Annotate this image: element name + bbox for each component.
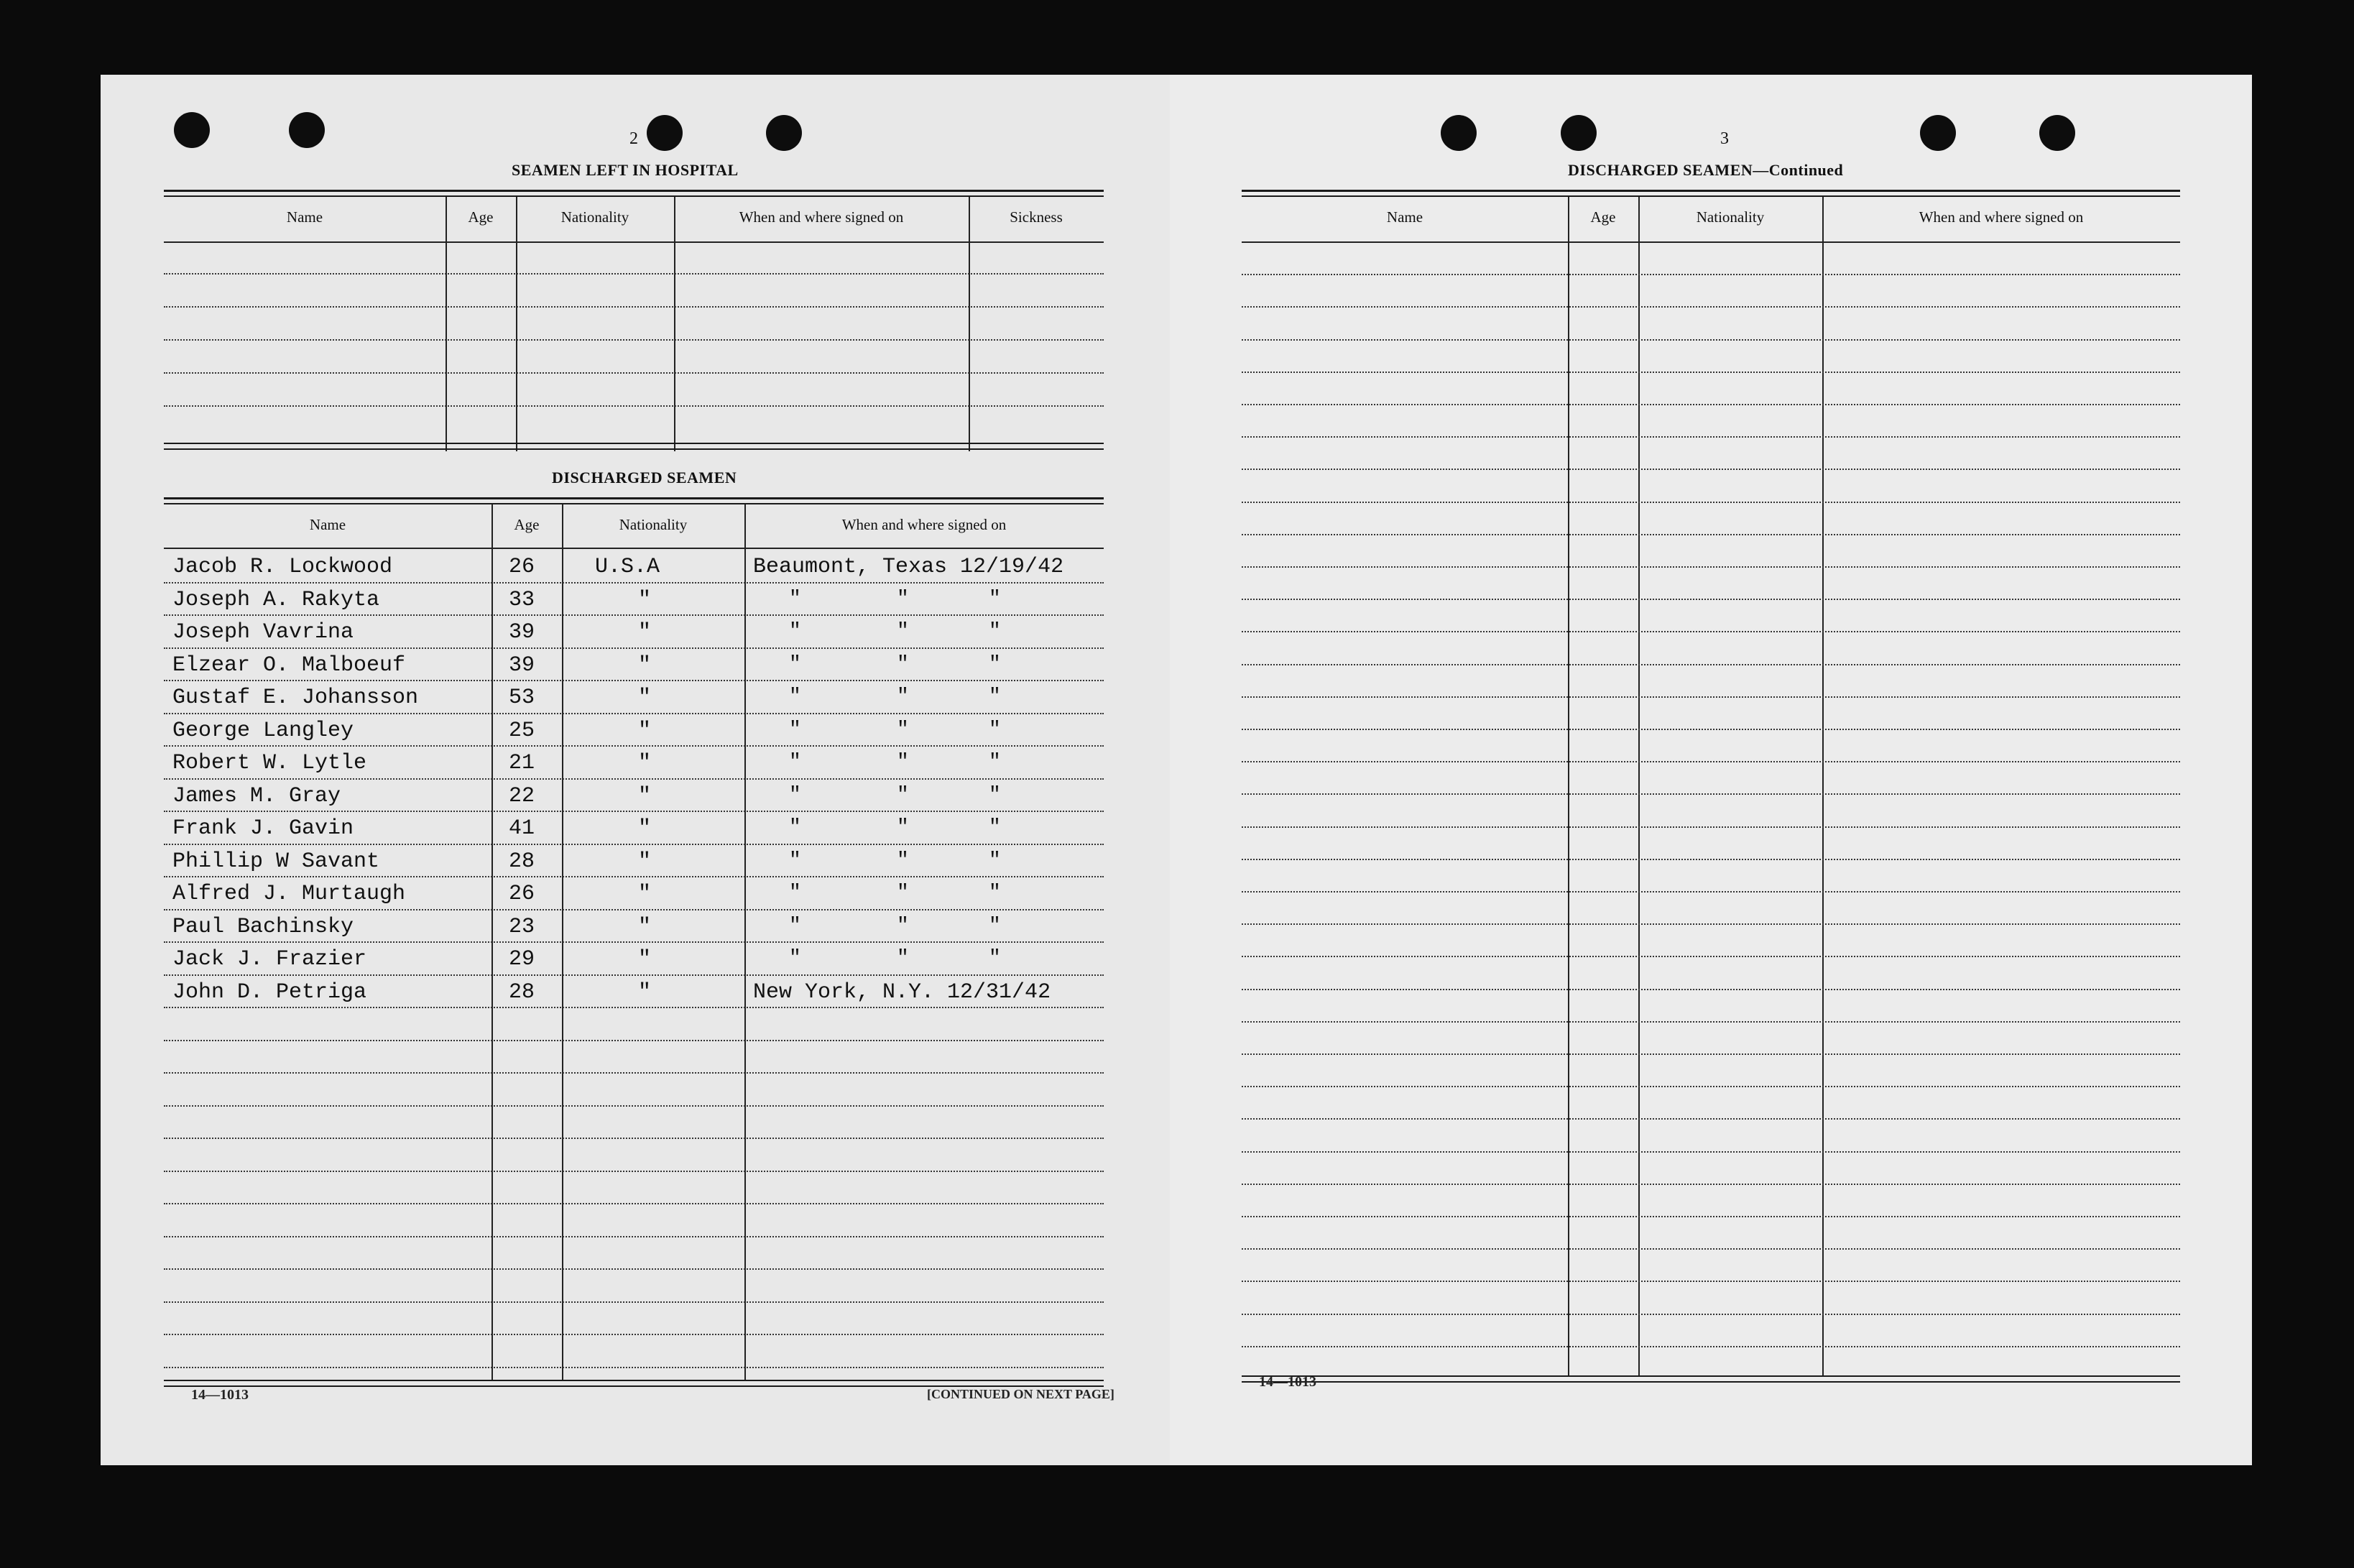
row-rule bbox=[1242, 502, 2180, 503]
row-rule bbox=[1242, 306, 2180, 308]
header-nationality: Nationality bbox=[619, 516, 688, 533]
row-rule bbox=[164, 1040, 1104, 1041]
row-rule bbox=[164, 1007, 1104, 1008]
row-rule bbox=[1242, 1086, 2180, 1087]
row-rule bbox=[1242, 696, 2180, 698]
ditto-mark: " bbox=[989, 718, 1001, 741]
row-rule bbox=[1242, 599, 2180, 600]
row-rule bbox=[1242, 1216, 2180, 1217]
ditto-mark: " bbox=[897, 849, 909, 872]
row-rule bbox=[1242, 404, 2180, 405]
seaman-nationality: " bbox=[638, 783, 652, 808]
ditto-mark: " bbox=[789, 620, 801, 642]
punch-hole bbox=[174, 112, 210, 148]
ditto-mark: " bbox=[897, 947, 909, 969]
header-sickness: Sickness bbox=[1010, 208, 1063, 226]
ditto-mark: " bbox=[789, 751, 801, 773]
row-rule bbox=[1242, 436, 2180, 438]
seaman-age: 22 bbox=[509, 783, 535, 808]
discharged-continued-title: DISCHARGED SEAMEN—Continued bbox=[1568, 161, 1844, 179]
seaman-name: John D. Petriga bbox=[172, 979, 367, 1005]
row-rule bbox=[164, 811, 1104, 812]
ditto-mark: " bbox=[897, 751, 909, 773]
seaman-name: Paul Bachinsky bbox=[172, 914, 354, 939]
punch-hole bbox=[289, 112, 325, 148]
ditto-mark: " bbox=[789, 882, 801, 904]
seaman-age: 26 bbox=[509, 882, 535, 906]
header-nationality: Nationality bbox=[1696, 208, 1765, 226]
seaman-nationality: " bbox=[638, 816, 652, 841]
seaman-age: 29 bbox=[509, 947, 535, 972]
row-rule bbox=[1242, 891, 2180, 893]
header-signed-on: When and where signed on bbox=[841, 516, 1007, 533]
row-rule bbox=[164, 1072, 1104, 1074]
row-rule bbox=[1242, 372, 2180, 373]
form-number: 14—1013 bbox=[1259, 1374, 1316, 1390]
ditto-mark: " bbox=[989, 816, 1001, 839]
seaman-age: 41 bbox=[509, 816, 535, 841]
row-rule bbox=[1242, 761, 2180, 762]
row-rule bbox=[164, 1138, 1104, 1139]
seaman-nationality: " bbox=[638, 718, 652, 743]
header-age: Age bbox=[1590, 208, 1616, 226]
punch-hole bbox=[2039, 115, 2075, 151]
row-rule bbox=[1242, 1314, 2180, 1315]
ditto-mark: " bbox=[989, 652, 1001, 675]
row-rule bbox=[1242, 1346, 2180, 1347]
header-nationality: Nationality bbox=[560, 208, 629, 226]
row-rule bbox=[164, 1236, 1104, 1237]
row-rule bbox=[164, 1171, 1104, 1172]
ditto-mark: " bbox=[789, 849, 801, 872]
row-rule bbox=[164, 713, 1104, 714]
seaman-name: James M. Gray bbox=[172, 783, 341, 808]
ditto-mark: " bbox=[897, 686, 909, 708]
ditto-mark: " bbox=[897, 816, 909, 839]
row-rule bbox=[1242, 1281, 2180, 1282]
row-rule bbox=[164, 1367, 1104, 1368]
ditto-mark: " bbox=[989, 947, 1001, 969]
row-rule bbox=[164, 647, 1104, 649]
ditto-mark: " bbox=[789, 783, 801, 806]
row-rule bbox=[1242, 566, 2180, 568]
ditto-mark: " bbox=[989, 686, 1001, 708]
ditto-mark: " bbox=[897, 718, 909, 741]
ditto-mark: " bbox=[989, 849, 1001, 872]
row-rule bbox=[1242, 534, 2180, 535]
row-rule bbox=[164, 909, 1104, 910]
ditto-mark: " bbox=[989, 882, 1001, 904]
row-rule bbox=[164, 1268, 1104, 1270]
row-rule bbox=[1242, 469, 2180, 470]
seaman-age: 28 bbox=[509, 979, 535, 1005]
ditto-mark: " bbox=[789, 914, 801, 937]
row-rule bbox=[164, 614, 1104, 616]
row-rule bbox=[1242, 1248, 2180, 1250]
row-rule bbox=[164, 745, 1104, 747]
ditto-mark: " bbox=[989, 783, 1001, 806]
row-rule bbox=[1242, 989, 2180, 990]
seaman-age: 23 bbox=[509, 914, 535, 939]
discharged-table bbox=[164, 497, 1104, 1388]
punch-hole bbox=[647, 115, 683, 151]
row-rule bbox=[1242, 1021, 2180, 1023]
seaman-name: Phillip W Savant bbox=[172, 849, 380, 874]
seaman-nationality: " bbox=[638, 751, 652, 775]
row-rule bbox=[164, 1301, 1104, 1303]
row-rule bbox=[164, 680, 1104, 681]
seaman-signed-on: New York, N.Y. 12/31/42 bbox=[753, 979, 1051, 1005]
seaman-name: Robert W. Lytle bbox=[172, 751, 367, 775]
seaman-age: 39 bbox=[509, 652, 535, 678]
row-rule bbox=[1242, 1151, 2180, 1153]
seaman-nationality: " bbox=[638, 979, 652, 1005]
seaman-name: Frank J. Gavin bbox=[172, 816, 354, 841]
seaman-age: 33 bbox=[509, 587, 535, 612]
seaman-nationality: " bbox=[638, 849, 652, 874]
row-rule bbox=[164, 1203, 1104, 1204]
discharged-section-title: DISCHARGED SEAMEN bbox=[552, 469, 737, 486]
seaman-name: Elzear O. Malboeuf bbox=[172, 652, 406, 678]
row-rule bbox=[1242, 923, 2180, 925]
punch-hole bbox=[766, 115, 802, 151]
row-rule bbox=[1242, 1118, 2180, 1120]
ditto-mark: " bbox=[897, 620, 909, 642]
row-rule bbox=[164, 1334, 1104, 1335]
punch-hole bbox=[1441, 115, 1477, 151]
row-rule bbox=[1242, 274, 2180, 275]
ditto-mark: " bbox=[897, 783, 909, 806]
row-rule bbox=[164, 778, 1104, 780]
seaman-name: Alfred J. Murtaugh bbox=[172, 882, 406, 906]
seaman-age: 21 bbox=[509, 751, 535, 775]
seaman-name: Joseph Vavrina bbox=[172, 620, 354, 645]
ditto-mark: " bbox=[989, 587, 1001, 610]
row-rule bbox=[1242, 729, 2180, 730]
ditto-mark: " bbox=[789, 718, 801, 741]
header-signed-on: When and where signed on bbox=[1919, 208, 2084, 226]
header-name: Name bbox=[286, 208, 323, 226]
page-number: 3 bbox=[1720, 129, 1729, 148]
seaman-nationality: " bbox=[638, 587, 652, 612]
ditto-mark: " bbox=[897, 914, 909, 937]
header-age: Age bbox=[468, 208, 494, 226]
seaman-age: 26 bbox=[509, 555, 535, 579]
seaman-nationality: " bbox=[638, 882, 652, 906]
seaman-name: Gustaf E. Johansson bbox=[172, 686, 419, 710]
ditto-mark: " bbox=[789, 652, 801, 675]
row-rule bbox=[164, 1105, 1104, 1107]
ditto-mark: " bbox=[897, 882, 909, 904]
form-number: 14—1013 bbox=[191, 1387, 249, 1403]
punch-hole bbox=[1561, 115, 1597, 151]
seaman-age: 28 bbox=[509, 849, 535, 874]
row-rule bbox=[164, 844, 1104, 845]
row-rule bbox=[1242, 664, 2180, 665]
hospital-section-title: SEAMEN LEFT IN HOSPITAL bbox=[512, 161, 739, 179]
seaman-age: 53 bbox=[509, 686, 535, 710]
continued-note: [CONTINUED ON NEXT PAGE] bbox=[927, 1387, 1114, 1401]
ditto-mark: " bbox=[789, 947, 801, 969]
discharged-continued-table bbox=[1242, 190, 2180, 1383]
row-rule bbox=[1242, 631, 2180, 632]
ditto-mark: " bbox=[989, 620, 1001, 642]
page-number: 2 bbox=[629, 129, 638, 148]
ditto-mark: " bbox=[897, 652, 909, 675]
seaman-nationality: " bbox=[638, 652, 652, 678]
row-rule bbox=[1242, 793, 2180, 795]
row-rule bbox=[1242, 826, 2180, 828]
row-rule bbox=[1242, 1053, 2180, 1055]
ditto-mark: " bbox=[789, 587, 801, 610]
ditto-mark: " bbox=[789, 816, 801, 839]
left-page bbox=[101, 75, 1175, 1465]
row-rule bbox=[1242, 1184, 2180, 1185]
right-page bbox=[1170, 75, 2252, 1465]
seaman-age: 39 bbox=[509, 620, 535, 645]
seaman-name: Joseph A. Rakyta bbox=[172, 587, 380, 612]
seaman-name: George Langley bbox=[172, 718, 354, 743]
seaman-nationality: " bbox=[638, 947, 652, 972]
row-rule bbox=[164, 974, 1104, 976]
seaman-name: Jacob R. Lockwood bbox=[172, 555, 393, 579]
ditto-mark: " bbox=[989, 751, 1001, 773]
row-rule bbox=[1242, 859, 2180, 860]
header-age: Age bbox=[514, 516, 540, 533]
row-rule bbox=[164, 876, 1104, 877]
row-rule bbox=[164, 941, 1104, 943]
seaman-nationality: " bbox=[638, 686, 652, 710]
seaman-nationality: U.S.A bbox=[595, 555, 660, 579]
punch-hole bbox=[1920, 115, 1956, 151]
seaman-nationality: " bbox=[638, 620, 652, 645]
seaman-nationality: " bbox=[638, 914, 652, 939]
header-signed-on: When and where signed on bbox=[739, 208, 904, 226]
row-rule bbox=[164, 582, 1104, 584]
seaman-signed-on: Beaumont, Texas 12/19/42 bbox=[753, 555, 1064, 579]
header-name: Name bbox=[309, 516, 346, 533]
ditto-mark: " bbox=[789, 686, 801, 708]
seaman-name: Jack J. Frazier bbox=[172, 947, 367, 972]
ditto-mark: " bbox=[989, 914, 1001, 937]
row-rule bbox=[1242, 339, 2180, 341]
ditto-mark: " bbox=[897, 587, 909, 610]
header-name: Name bbox=[1386, 208, 1423, 226]
row-rule bbox=[1242, 956, 2180, 957]
seaman-age: 25 bbox=[509, 718, 535, 743]
